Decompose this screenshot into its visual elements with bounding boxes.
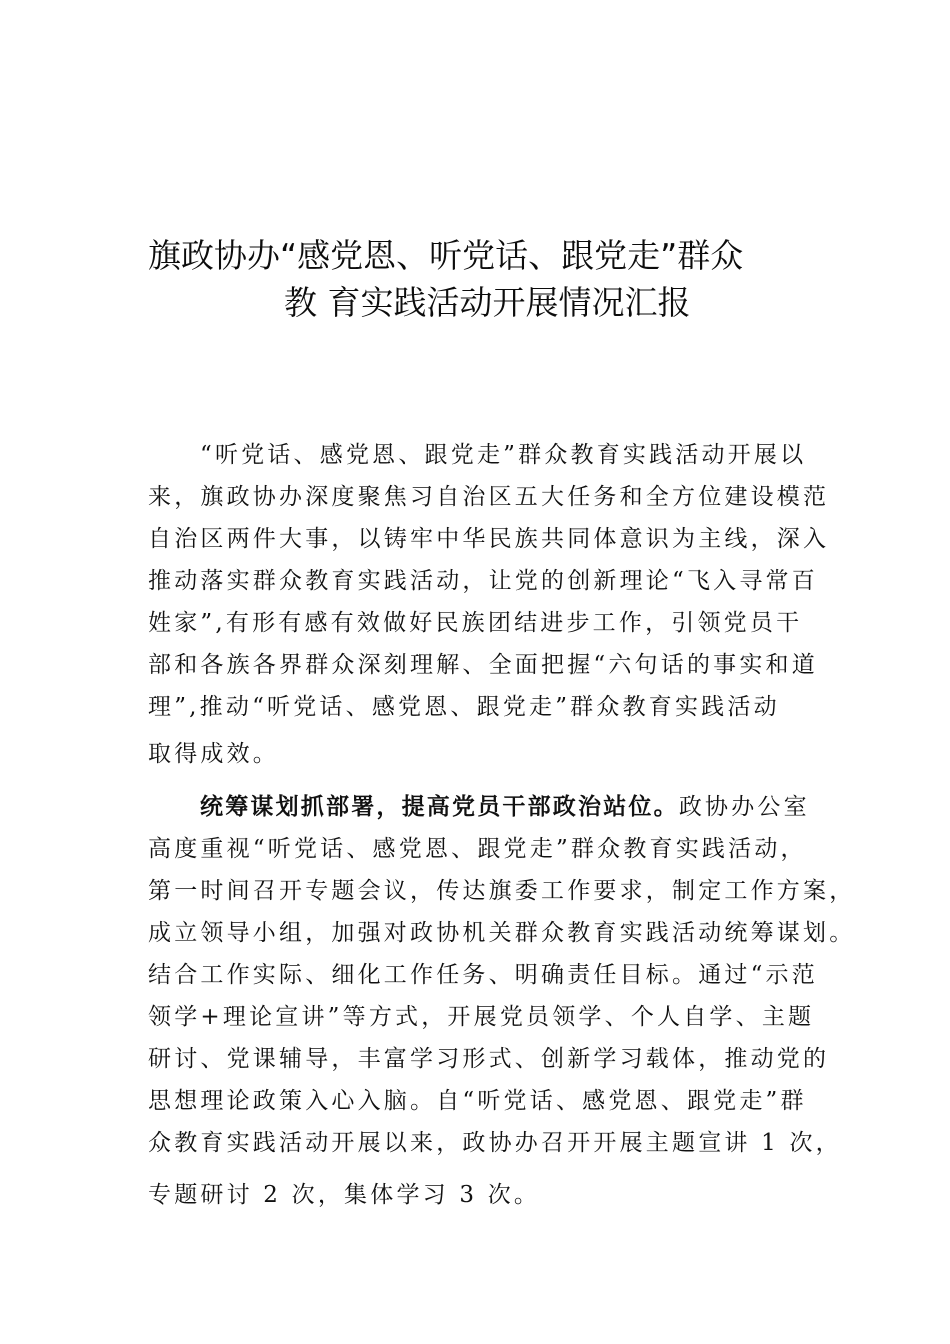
paragraph-line: 来，旗政协办深度聚焦习自治区五大任务和全方位建设模范 (148, 484, 830, 510)
paragraph-line: 思想理论政策入心入脑。自“听党话、感党恩、跟党走”群 (148, 1088, 807, 1114)
paragraph-line: 理”,推动“听党话、感党恩、跟党走”群众教育实践活动 (148, 694, 780, 720)
paragraph-line: 领学+理论宣讲”等方式，开展党员领学、个人自学、主题 (148, 1004, 815, 1030)
paragraph-line: 取得成效。 (148, 741, 279, 767)
paragraph-line: 部和各族各界群众深刻理解、全面把握“六句话的事实和道 (148, 652, 818, 678)
paragraph-line: 高度重视“听党话、感党恩、跟党走”群众教育实践活动， (148, 836, 807, 862)
document-title-line-1: 旗政协办“感党恩、听党话、跟党走”群众 (148, 236, 744, 275)
paragraph-line: 推动落实群众教育实践活动，让党的创新理论“飞入寻常百 (148, 568, 818, 594)
document-title-line-2: 教 育实践活动开展情况汇报 (284, 283, 691, 322)
paragraph-first-line (200, 788, 810, 821)
paragraph-line: 研讨、党课辅导，丰富学习形式、创新学习载体，推动党的 (148, 1046, 830, 1072)
paragraph-heading: 统筹谋划抓部署，提高党员干部政治站位。 (200, 794, 679, 820)
paragraph-line: 专题研讨 2 次，集体学习 3 次。 (148, 1182, 541, 1208)
paragraph-line: 结合工作实际、细化工作任务、明确责任目标。通过“示范 (148, 962, 818, 988)
paragraph-line: 自治区两件大事，以铸牢中华民族共同体意识为主线，深入 (148, 526, 830, 552)
paragraph-line: 众教育实践活动开展以来，政协办召开开展主题宣讲 1 次， (148, 1130, 842, 1156)
paragraph-line: “听党话、感党恩、跟党走”群众教育实践活动开展以 (200, 442, 807, 468)
paragraph-line: 成立领导小组，加强对政协机关群众教育实践活动统筹谋划。 (148, 920, 856, 946)
paragraph-heading-rest: 政协办公室 (678, 794, 810, 820)
paragraph-line: 第一时间召开专题会议，传达旗委工作要求，制定工作方案， (148, 878, 856, 904)
paragraph-line: 姓家”,有形有感有效做好民族团结进步工作，引领党员干 (148, 610, 803, 636)
